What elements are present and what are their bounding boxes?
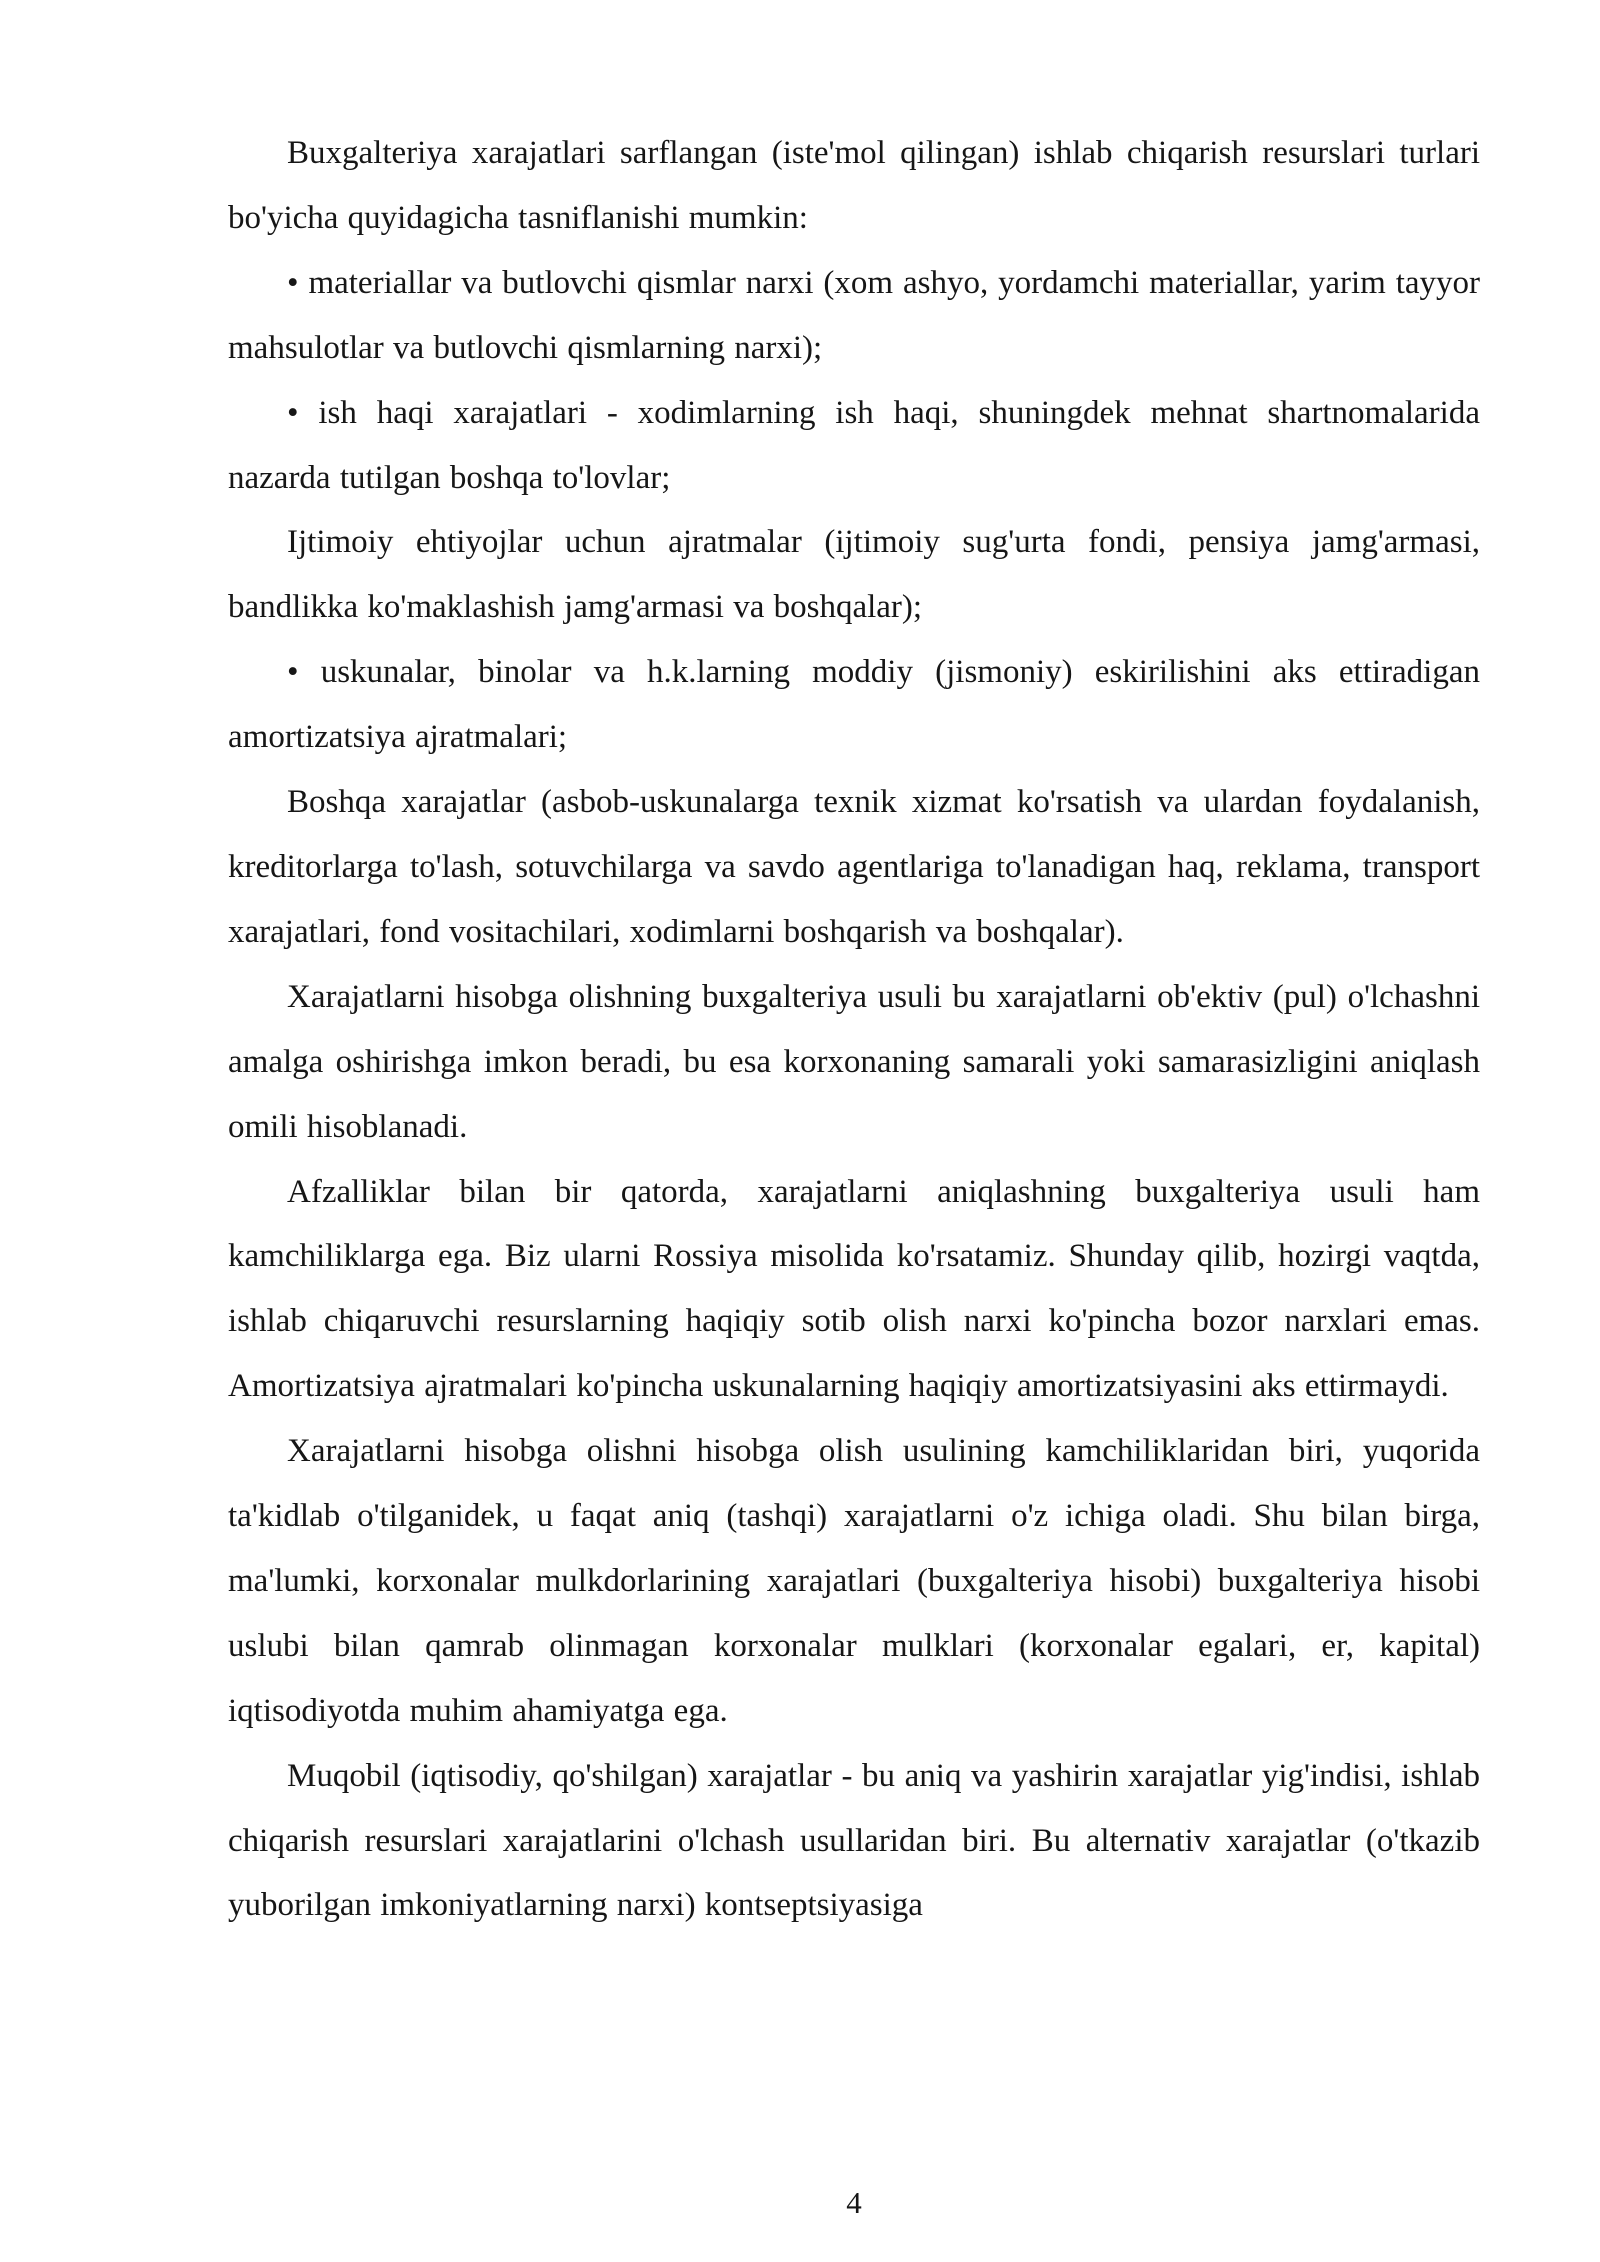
paragraph-accounting-method: Xarajatlarni hisobga olishning buxgalteriya usuli bu xarajatlarni ob'ektiv (pul) o'lchashni amalga oshirishga imkon beradi, bu esa korxonaning samarali yoki samarasizligini aniqlash omili hisoblanadi. (228, 978, 1480, 1145)
paragraph-social-needs: Ijtimoiy ehtiyojlar uchun ajratmalar (ijtimoiy sug'urta fondi, pensiya jamg'armasi, bandlikka ko'maklashish jamg'armasi va boshqalar); (228, 524, 1480, 626)
paragraph-intro: Buxgalteriya xarajatlari sarflangan (iste'mol qilingan) ishlab chiqarish resurslari turlari bo'yicha quyidagicha tasniflanishi mumkin: (228, 135, 1480, 236)
paragraph-bullet-depreciation: • uskunalar, binolar va h.k.larning moddiy (jismoniy) eskirilishini aks ettiradigan amortizatsiya ajratmalari; (228, 654, 1480, 756)
paragraph-disadvantages: Afzalliklar bilan bir qatorda, xarajatlarni aniqlashning buxgalteriya usuli ham kamchiliklarga ega. Biz ularni Rossiya misolida ko'rsatamiz. Shunday qilib, hozirgi vaqtda, ishlab chiqaruvchi resurslarning haqiqiy sotib olish narxi ko'pincha bozor narxlari emas. Amortizatsiya ajratmalari ko'pincha uskunalarning haqiqiy amortizatsiyasini aks ettirmaydi. (228, 1173, 1480, 1405)
body-text (228, 121, 1480, 1938)
paragraph-bullet-wages: • ish haqi xarajatlari - xodimlarning ish haqi, shuningdek mehnat shartnomalarida nazarda tutilgan boshqa to'lovlar; (228, 394, 1480, 496)
paragraph-alternative-costs: Muqobil (iqtisodiy, qo'shilgan) xarajatlar - bu aniq va yashirin xarajatlar yig'indisi, ishlab chiqarish resurslari xarajatlarini o'lchash usullaridan biri. Bu alternativ xarajatlar (o'tkazib yuborilgan imkoniyatlarning narxi) kontseptsiyasiga (228, 1757, 1480, 1924)
paragraph-bullet-materials: • materiallar va butlovchi qismlar narxi (xom ashyo, yordamchi materiallar, yarim tayyor mahsulotlar va butlovchi qismlarning narxi); (228, 264, 1480, 366)
paragraph-other-costs: Boshqa xarajatlar (asbob-uskunalarga texnik xizmat ko'rsatish va ulardan foydalanish, kreditorlarga to'lash, sotuvchilarga va savdo agentlariga to'lanadigan haq, reklama, transport xarajatlari, fond vositachilari, xodimlarni boshqarish va boshqalar). (228, 784, 1480, 950)
page-number: 4 (846, 2185, 862, 2220)
paragraph-limitations: Xarajatlarni hisobga olishni hisobga olish usulining kamchiliklaridan biri, yuqorida ta'kidlab o'tilganidek, u faqat aniq (tashqi) xarajatlarni o'z ichiga oladi. Shu bilan birga, ma'lumki, korxonalar mulkdorlarining xarajatlari (buxgalteriya hisobi) buxgalteriya hisobi uslubi bilan qamrab olinmagan korxonalar mulklari (korxonalar egalari, er, kapital) iqtisodiyotda muhim ahamiyatga ega. (228, 1433, 1480, 1729)
